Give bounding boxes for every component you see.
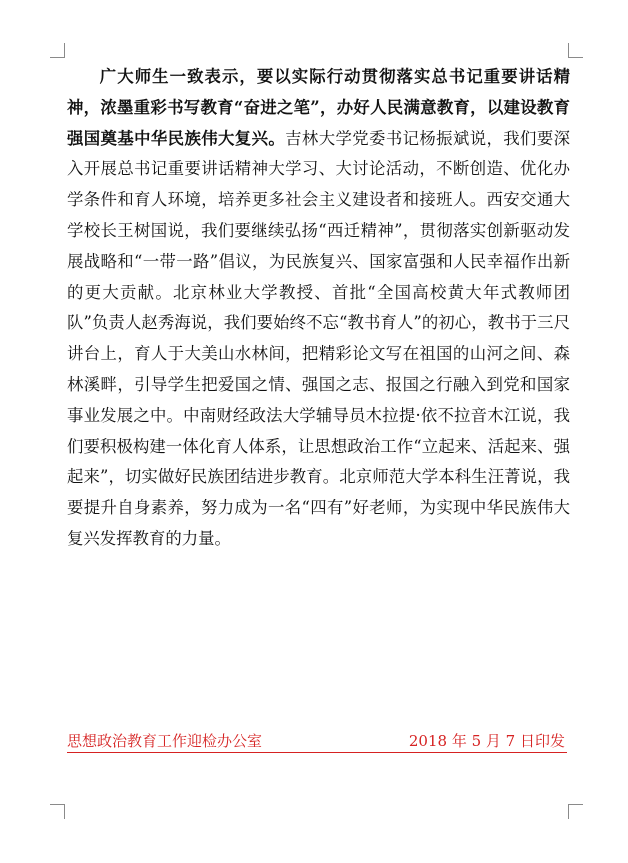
- page-corner-mark-bottom-right: [568, 804, 583, 819]
- document-paragraph: [67, 62, 570, 555]
- page-corner-mark-top-left: [50, 43, 65, 58]
- document-footer: [67, 730, 567, 753]
- footer-date: 2018 年 5 月 7 日印发: [408, 732, 565, 750]
- page-corner-mark-top-right: [568, 43, 583, 58]
- footer-office: 思想政治教育工作迎检办公室: [67, 732, 263, 750]
- paragraph-lead-bold: 广大师生一致表示，要以实际行动贯彻落实总书记重要讲话精神，浓墨重彩书写教育“奋进之笔”，办好人民满意教育，以建设教育强国奠基中华民族伟大复兴。: [67, 67, 570, 148]
- page-corner-mark-bottom-left: [50, 804, 65, 819]
- paragraph-body: 吉林大学党委书记杨振斌说，我们要深入开展总书记重要讲话精神大学习、大讨论活动，不断创造、优化办学条件和育人环境，培养更多社会主义建设者和接班人。西安交通大学校长王树国说，我们要继续弘扬“西迁精神”，贯彻落实创新驱动发展战略和“一带一路”倡议，为民族复兴、国家富强和人民幸福作出新的更大贡献。北京林业大学教授、首批“全国高校黄大年式教师团队”负责人赵秀海说，我们要始终不忘“教书育人”的初心，教书于三尺讲台上，育人于大美山水林间，把精彩论文写在祖国的山河之间、森林溪畔，引导学生把爱国之情、强国之志、报国之行融入到党和国家事业发展之中。中南财经政法大学辅导员木拉提·依不拉音木江说，我们要积极构建一体化育人体系，让思想政治工作“立起来、活起来、强起来”，切实做好民族团结进步教育。北京师范大学本科生汪菁说，我要提升自身素养，努力成为一名“四有”好老师，为实现中华民族伟大复兴发挥教育的力量。: [67, 128, 571, 548]
